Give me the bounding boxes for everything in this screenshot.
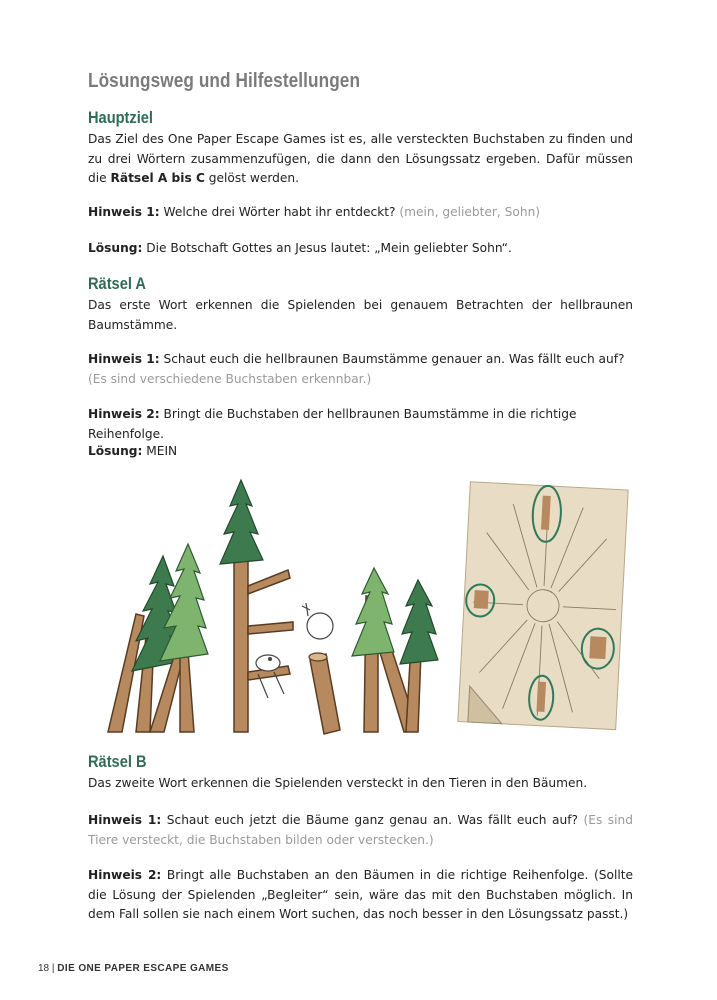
tree-i-icon [302, 603, 340, 734]
hint-answer: (Es sind verschiedene Buchstaben erkennbar.) [88, 371, 372, 386]
game-sheet-photo [458, 482, 628, 730]
raetsel-b-hint-2 [88, 866, 633, 925]
solution-text: MEIN [142, 444, 178, 458]
footer-separator: | [49, 963, 58, 974]
solution-label: Lösung: [88, 241, 143, 255]
mein-trees-illustration [88, 476, 633, 738]
raetsel-a-hint-1 [88, 350, 633, 389]
hint-text: Welche drei Wörter habt ihr entdeckt? [159, 205, 400, 219]
section-heading-raetsel-b: Rätsel B [88, 752, 147, 771]
page-title: Lösungsweg und Hilfestellungen [88, 70, 361, 92]
raetsel-a-solution [88, 442, 633, 462]
section-heading-hauptziel: Hauptziel [88, 108, 153, 127]
hauptziel-text: Das Ziel des One Paper Escape Games ist es, alle versteckten Buchstaben zu finden und zu drei Wörtern zusammenzufügen, die dann den Lösungssatz ergeben. Dafür müssen die [88, 132, 633, 186]
hauptziel-bold: Rätsel A bis C [110, 171, 205, 186]
raetsel-b-paragraph: Das zweite Wort erkennen die Spielenden versteckt in den Tieren in den Bäumen. [88, 776, 588, 790]
hint-label: Hinweis 1: [88, 352, 160, 366]
hint-answer: (mein, geliebter, Sohn) [399, 205, 541, 219]
hint-text: Schaut euch die hellbraunen Baumstämme genauer an. Was fällt euch auf? [159, 352, 625, 366]
hint-answer: (Es sind Tiere versteckt, die Buchstaben bilden oder verstecken.) [88, 813, 633, 847]
hint-label: Hinweis 1: [88, 813, 162, 827]
hint-text: Bringt die Buchstaben der hellbraunen Baumstämme in die richtige Reihenfolge. [88, 407, 577, 441]
hauptziel-solution [88, 239, 633, 259]
hint-text: Bringt alle Buchstaben an den Bäumen in die richtige Reihenfolge. (Sollte die Lösung der Spielenden „Begleiter“ sein, wäre das mit den Buchstaben möglich. In dem Fall sollen sie nach einem Wort suchen, das noch besser in den Lösungssatz passt.) [88, 868, 633, 922]
hauptziel-hint-1 [88, 203, 633, 223]
hauptziel-paragraph [88, 130, 633, 189]
footer-title: DIE ONE PAPER ESCAPE GAMES [57, 963, 229, 974]
tree-e-icon [220, 480, 293, 732]
hint-label: Hinweis 1: [88, 205, 160, 219]
solution-label: Lösung: [88, 444, 143, 458]
page-number: 18 [38, 963, 50, 974]
hauptziel-text-end: gelöst werden. [204, 171, 299, 186]
raetsel-b-hint-1 [88, 811, 633, 850]
raetsel-a-paragraph: Das erste Wort erkennen die Spielenden bei genauem Betrachten der hellbraunen Baumstämme. [88, 298, 633, 332]
solution-text: Die Botschaft Gottes an Jesus lautet: „Mein geliebter Sohn“. [142, 241, 512, 255]
hint-label: Hinweis 2: [88, 407, 160, 421]
page-footer [38, 963, 229, 974]
section-heading-raetsel-a: Rätsel A [88, 274, 146, 293]
hint-label: Hinweis 2: [88, 868, 162, 882]
hint-text: Schaut euch jetzt die Bäume ganz genau an. Was fällt euch auf? [161, 813, 584, 827]
raetsel-a-hint-2 [88, 405, 633, 444]
